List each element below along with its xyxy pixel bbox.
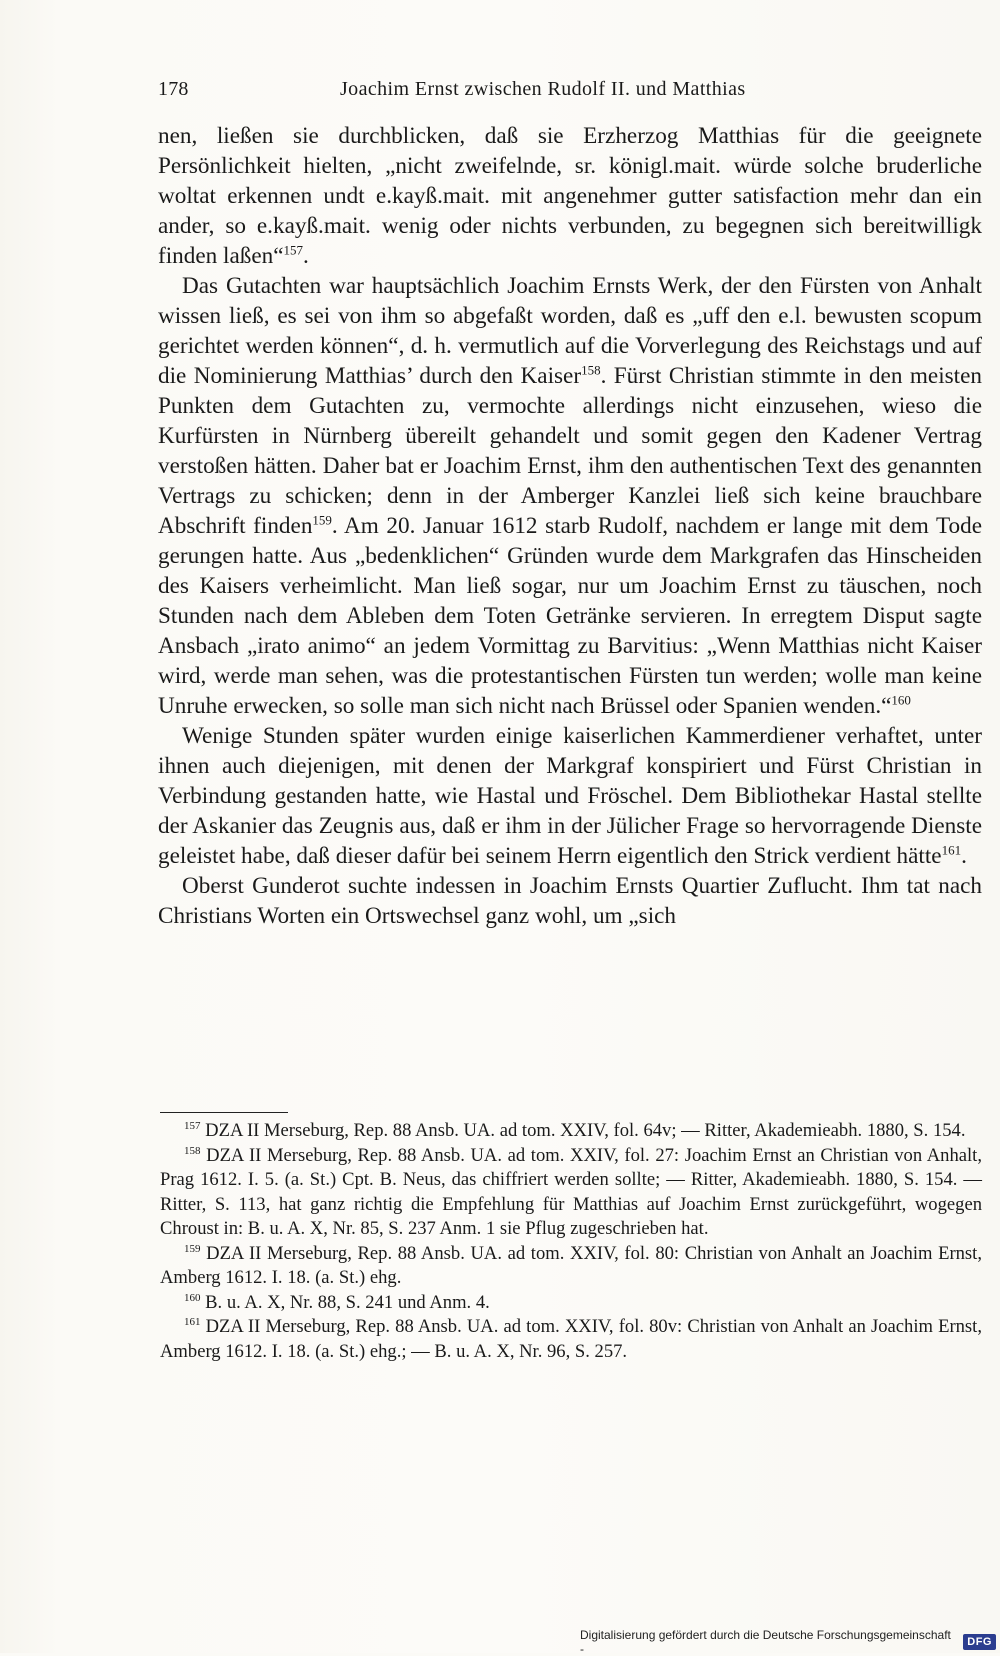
footnote-text: DZA II Merseburg, Rep. 88 Ansb. UA. ad tom. XXIV, fol. 64v; — Ritter, Akademieabh. 1880, S. 154. (205, 1120, 966, 1141)
credit-text: Digitalisierung gefördert durch die Deutsche Forschungsgemeinschaft - (580, 1628, 951, 1656)
body-paragraph (158, 271, 982, 721)
footnote-reference: 161 (941, 842, 962, 858)
text-run: Das Gutachten war hauptsächlich Joachim Ernsts Werk, der den Fürsten von Anhalt wissen ließ, es sei von ihm so abgefaßt worden, daß es „uff den e.l. bewusten scopum gerichtet werden können“, d. h. vermutlich auf die Vorverlegung des Reichstags und auf die Nominierung Matthias’ durch den Kaiser (158, 273, 982, 389)
footnote-text: B. u. A. X, Nr. 88, S. 241 und Anm. 4. (205, 1291, 490, 1313)
main-text (158, 121, 982, 931)
text-run: nen, ließen sie durchblicken, daß sie Erzherzog Matthias für die geeignete Persönlichkeit hielten, „nicht zweifelnde, sr. königl.mait. würde solche bruderliche woltat erkennen undt e.kayß.mait. mit angenehmer gutter satisfaction mehr dan ein ander, so e.kayß.mait. wenig oder nichts verbunden, zu begegnen sich bereitwilligk finden laßen“ (158, 123, 982, 269)
footnote-reference: 158 (581, 362, 601, 378)
text-run: . Am 20. Januar 1612 starb Rudolf, nachdem er lange mit dem Tode gerungen hatte. Aus „bedenklichen“ Gründen wurde dem Markgrafen das Hinscheiden des Kaisers verheimlicht. Man ließ sogar, nur um Joachim Ernst zu täuschen, noch Stunden nach dem Ableben dem Toten Getränke servieren. In erregtem Disput sagte Ansbach „irato animo“ an jedem Vormittag zu Barvitius: „Wenn Matthias nicht Kaiser wird, werde man sehen, was die protestantischen Fürsten tun werden; wolle man keine Unruhe erwecken, so solle man sich nicht nach Brüssel oder Spanien wenden.“ (158, 513, 982, 719)
digitization-credit (580, 1628, 1000, 1656)
footnote-reference: 159 (312, 512, 332, 528)
footnote (160, 1242, 982, 1291)
text-run: . (303, 243, 309, 269)
footnotes (160, 1119, 982, 1364)
footnote (160, 1315, 982, 1364)
body-paragraph (158, 871, 982, 931)
footnote-reference: 160 (891, 692, 911, 708)
footnote-number: 159 (184, 1242, 201, 1255)
footnote-text: DZA II Merseburg, Rep. 88 Ansb. UA. ad tom. XXIV, fol. 80: Christian von Anhalt an Joachim Ernst, Amberg 1612. I. 18. (a. St.) ehg. (160, 1242, 982, 1288)
page-number: 178 (158, 78, 189, 100)
text-run: . Fürst Christian stimmte in den meisten Punkten dem Gutachten zu, vermochte allerdings nicht einzusehen, wieso die Kurfürsten in Nürnberg übereilt gehandelt und somit gegen den Kadener Vertrag verstoßen hätten. Daher bat er Joachim Ernst, ihm den authentischen Text des genannten Vertrags zu schicken; denn in der Amberger Kanzlei ließ sich keine brauchbare Abschrift finden (158, 363, 982, 539)
footnote-number: 157 (184, 1119, 201, 1132)
running-header (158, 78, 982, 108)
dfg-logo-icon: DFG (963, 1634, 996, 1650)
footnote (160, 1291, 982, 1316)
text-run: . (961, 843, 967, 869)
footnote-number: 158 (184, 1144, 201, 1157)
text-run: Wenige Stunden später wurden einige kaiserlichen Kammerdiener verhaftet, unter ihnen auch diejenigen, mit denen der Markgraf konspiriert und Fürst Christian in Verbindung gestanden hatte, wie Hastal und Fröschel. Dem Bibliothekar Hastal stellte der Askanier das Zeugnis aus, daß er ihm in der Jülicher Frage so hervorragende Dienste geleistet habe, daß dieser dafür bei seinem Herrn eigentlich den Strick verdient hätte (158, 723, 982, 869)
body-paragraph (158, 121, 982, 271)
body-paragraph (158, 721, 982, 871)
footnote-reference: 157 (283, 242, 304, 258)
footnote-number: 160 (184, 1291, 201, 1304)
footnote-text: DZA II Merseburg, Rep. 88 Ansb. UA. ad tom. XXIV, fol. 27: Joachim Ernst an Christian von Anhalt, Prag 1612. I. 5. (a. St.) Cpt. B. Neus, das chiffriert werden sollte; — Ritter, Akademieabh. 1880, S. 154. — Ritter, S. 113, hat ganz richtig die Empfehlung für Matthias auf Joachim Ernst zurückgeführt, wogegen Chroust in: B. u. A. X, Nr. 85, S. 237 Anm. 1 sie Pflug zugeschrieben hat. (160, 1144, 982, 1239)
footnote-separator (160, 1112, 288, 1113)
running-head-title: Joachim Ernst zwischen Rudolf II. und Matthias (340, 78, 746, 100)
text-run: Oberst Gunderot suchte indessen in Joachim Ernsts Quartier Zuflucht. Ihm tat nach Christians Worten ein Ortswechsel ganz wohl, um „sich (158, 873, 982, 929)
footnote (160, 1144, 982, 1242)
footnote-number: 161 (184, 1315, 201, 1328)
footnote (160, 1119, 982, 1144)
footnote-text: DZA II Merseburg, Rep. 88 Ansb. UA. ad tom. XXIV, fol. 80v: Christian von Anhalt an Joachim Ernst, Amberg 1612. I. 18. (a. St.) ehg.; — B. u. A. X, Nr. 96, S. 257. (160, 1316, 982, 1362)
